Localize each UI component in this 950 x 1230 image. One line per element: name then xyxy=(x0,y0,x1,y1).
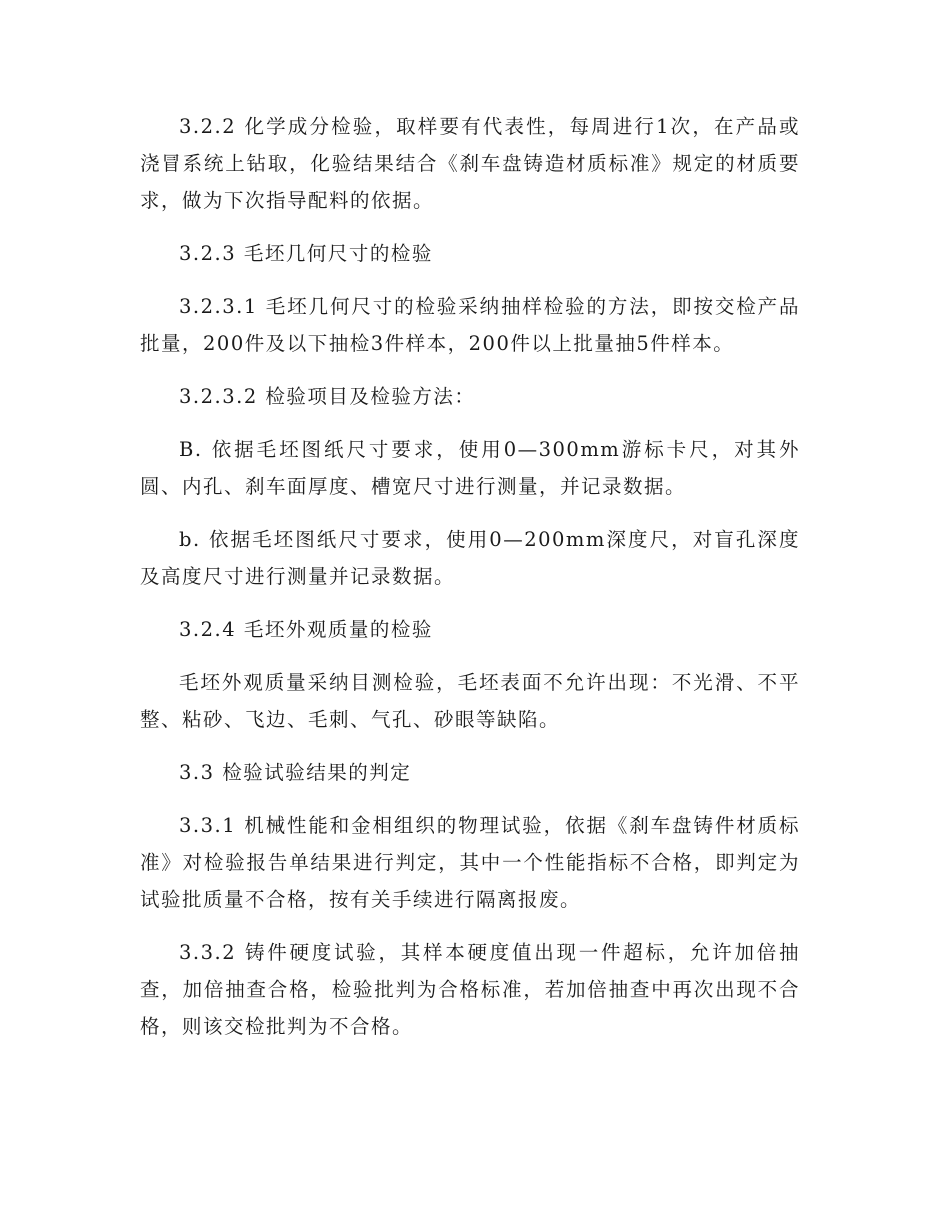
heading-3-3: 3.3 检验试验结果的判定 xyxy=(179,761,412,784)
heading-3-2-3-2: 3.2.3.2 检验项目及检验方法： xyxy=(179,385,476,408)
document-body xyxy=(140,108,800,1061)
paragraph-item-b: b. 依据毛坯图纸尺寸要求，使用0—200mm深度尺，对盲孔深度及高度尺寸进行测量并记录数据。 xyxy=(140,528,800,588)
paragraph-appearance-inspection: 毛坯外观质量采纳目测检验，毛坯表面不允许出现：不光滑、不平整、粘砂、飞边、毛刺、气孔、砂眼等缺陷。 xyxy=(140,671,800,731)
paragraph-3-2-2: 3.2.2 化学成分检验，取样要有代表性，每周进行1次，在产品或浇冒系统上钻取，化验结果结合《刹车盘铸造材质标准》规定的材质要求，做为下次指导配料的依据。 xyxy=(140,115,800,212)
paragraph-3-3-1: 3.3.1 机械性能和金相组织的物理试验，依据《刹车盘铸件材质标准》对检验报告单结果进行判定，其中一个性能指标不合格，即判定为试验批质量不合格，按有关手续进行隔离报废。 xyxy=(140,814,800,911)
heading-3-2-4: 3.2.4 毛坯外观质量的检验 xyxy=(179,618,433,641)
paragraph-3-3-2: 3.3.2 铸件硬度试验，其样本硬度值出现一件超标，允许加倍抽查，加倍抽查合格，检验批判为合格标准，若加倍抽查中再次出现不合格，则该交检批判为不合格。 xyxy=(140,941,800,1038)
heading-3-2-3: 3.2.3 毛坯几何尺寸的检验 xyxy=(179,242,433,265)
paragraph-item-B: B. 依据毛坯图纸尺寸要求，使用0—300mm游标卡尺，对其外圆、内孔、刹车面厚度、槽宽尺寸进行测量，并记录数据。 xyxy=(140,438,800,498)
paragraph-3-2-3-1: 3.2.3.1 毛坯几何尺寸的检验采纳抽样检验的方法，即按交检产品批量，200件及以下抽检3件样本，200件以上批量抽5件样本。 xyxy=(140,295,800,355)
